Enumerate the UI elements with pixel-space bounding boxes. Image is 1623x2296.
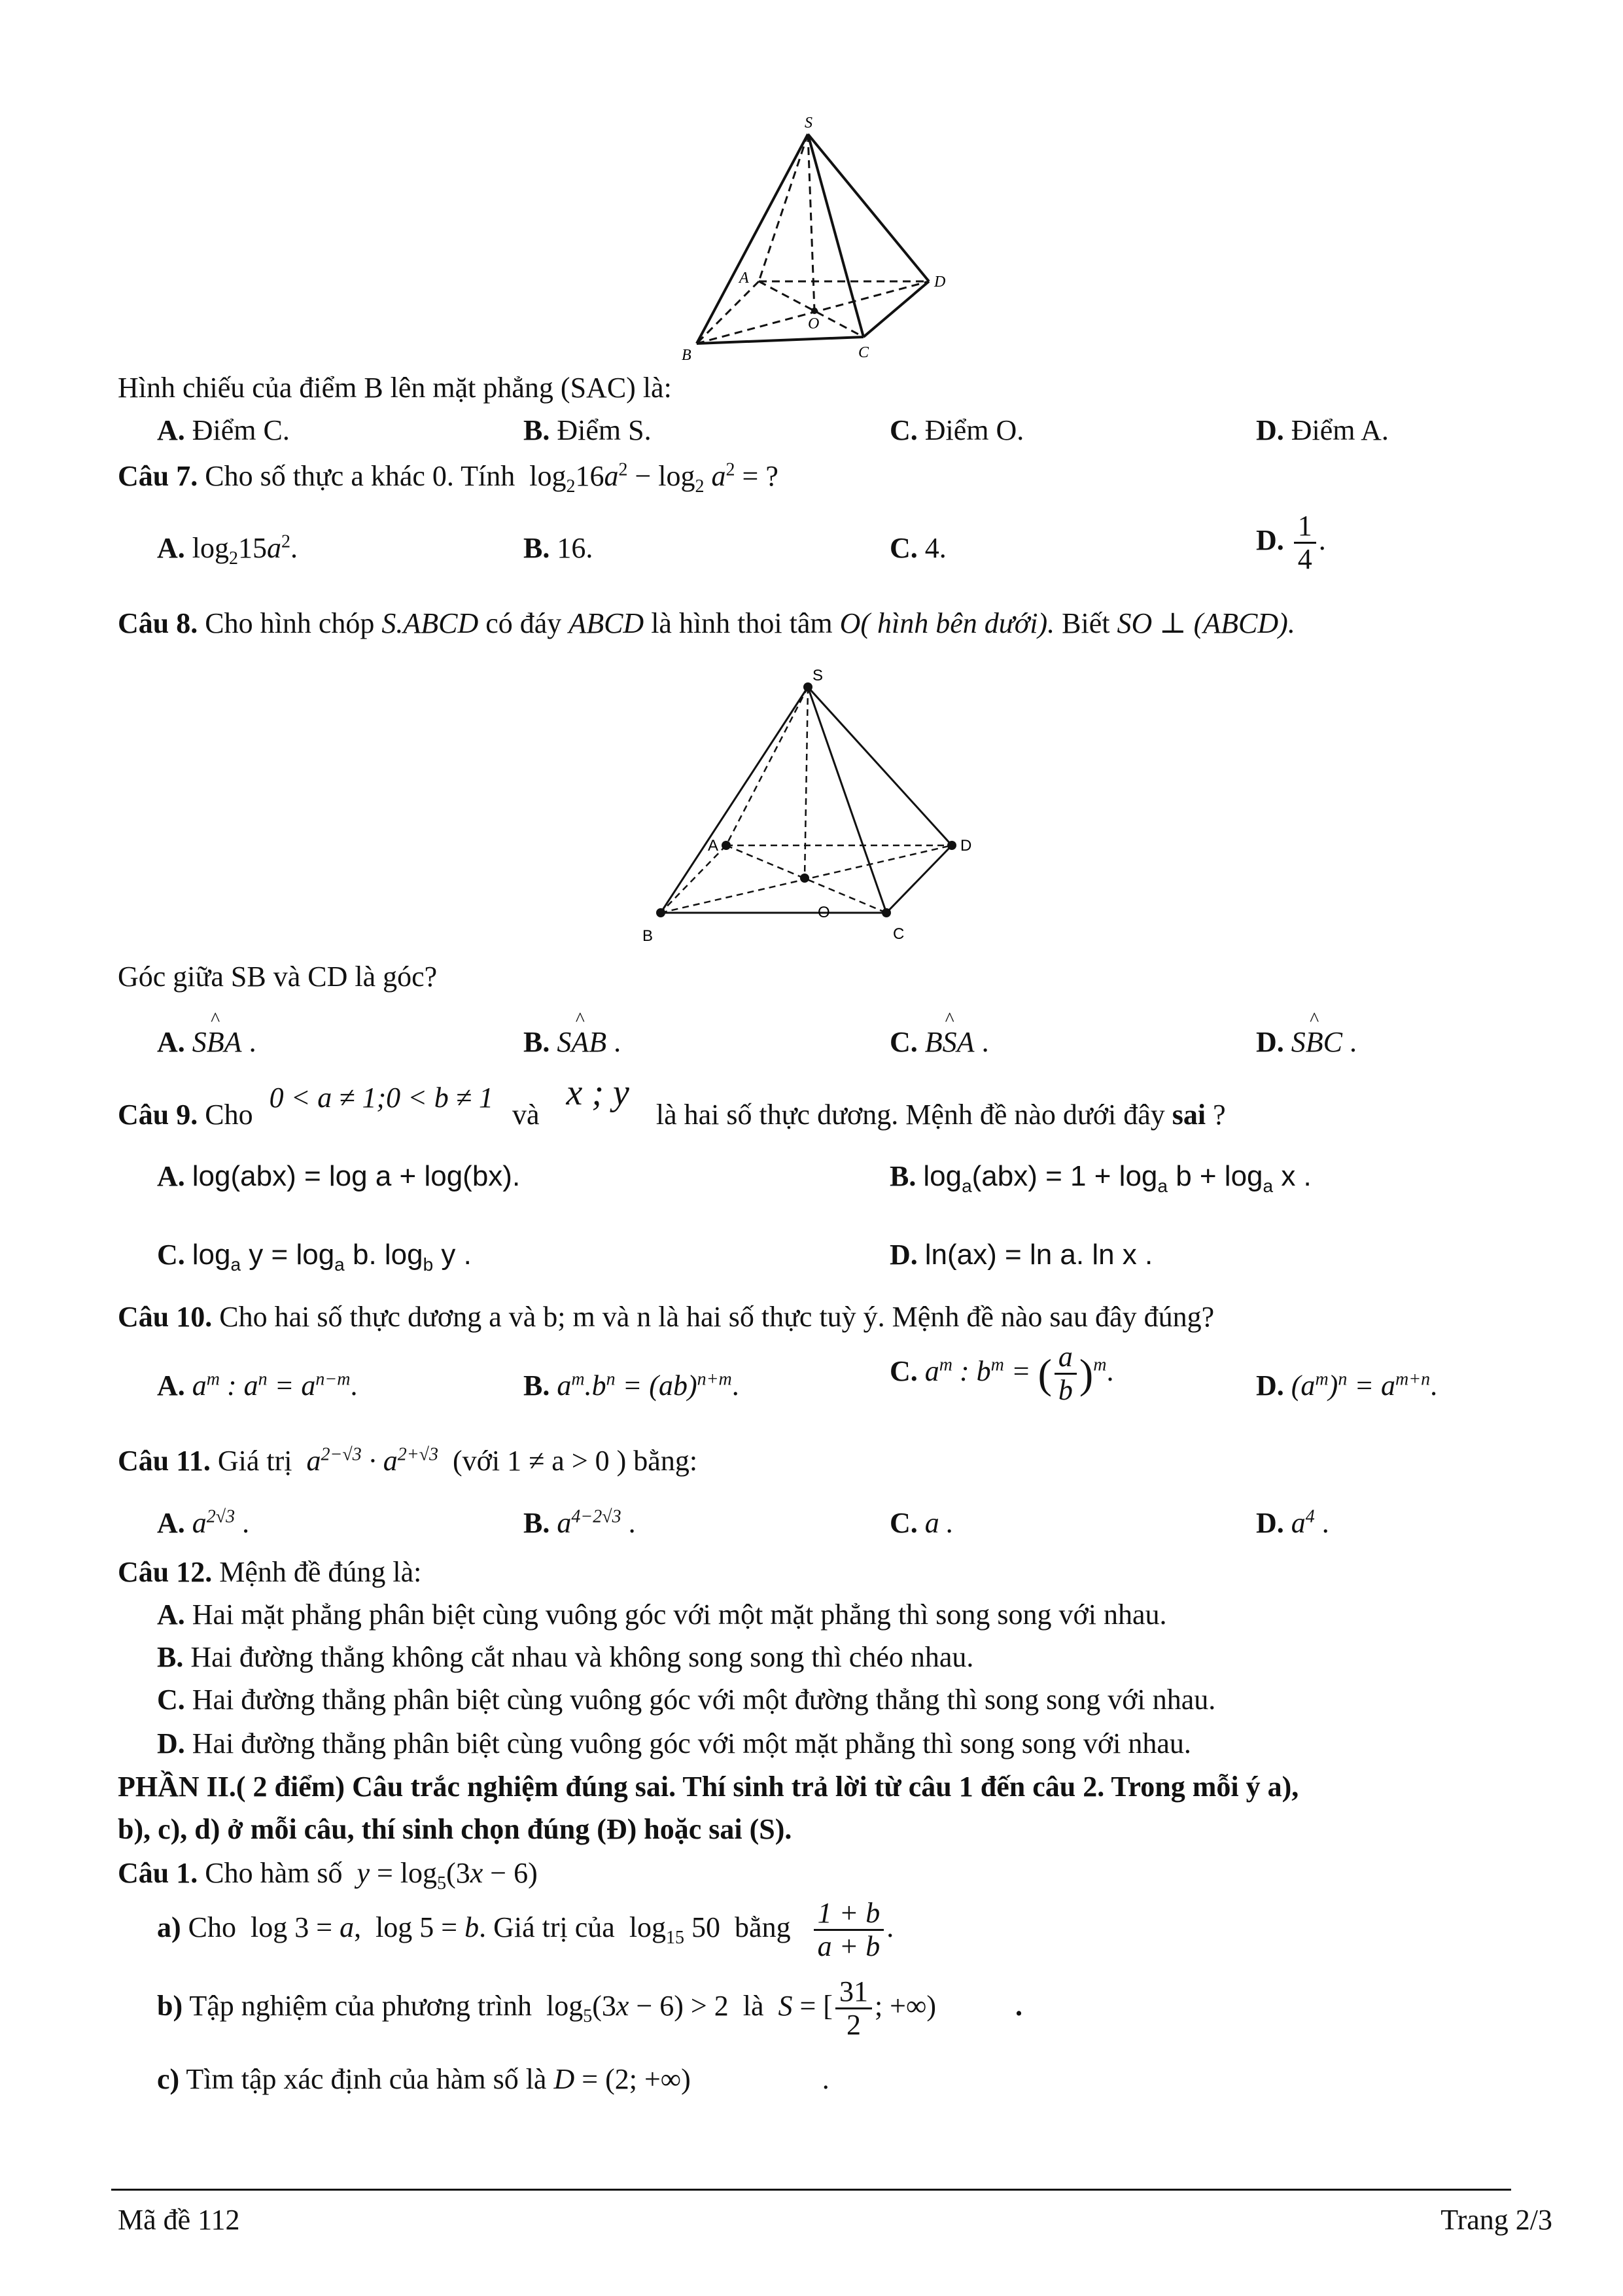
q7-option-c: C. 4.: [890, 532, 947, 564]
q12-option-a: A. Hai mặt phẳng phân biệt cùng vuông góc với một mặt phẳng thì song song với nhau.: [157, 1598, 1167, 1631]
q7-option-d: D. $\frac{1}{4}$ .: [1256, 510, 1326, 576]
q10-stem: Câu 10. Cho hai số thực dương a và b; m và n là hai số thực tuỳ ý. Mệnh đề nào sau đây đúng?: [118, 1301, 1215, 1333]
label-a-1: A: [739, 270, 749, 287]
q8-option-b: B. S^ AB .: [523, 1024, 621, 1060]
q8-option-d: D. S^ BC .: [1256, 1024, 1357, 1060]
q7-option-b: B. 16.: [523, 532, 593, 564]
label-c-1: C: [858, 344, 869, 361]
q6-text: Hình chiếu của điểm B lên mặt phẳng (SAC) là:: [118, 372, 672, 404]
q12-option-b: B. Hai đường thẳng không cắt nhau và không song song thì chéo nhau.: [157, 1641, 974, 1673]
label-d-1: D: [934, 274, 946, 291]
q6-option-c: C. Điểm O.: [890, 414, 1024, 446]
q9-stem: Câu 9. Cho 0 < a ≠ 1;0 < b ≠ 1 và x ; y là hai số thực dương. Mệnh đề nào dưới đây sai ?: [118, 1072, 1226, 1131]
q12-stem: Câu 12. Mệnh đề đúng là:: [118, 1556, 422, 1588]
p2q1-item-a: a) Cho log 3 = a, log 5 = b. Giá trị của $\log_{15} 50$ bằng $\frac{1 + b}{a + b}$ .: [157, 1897, 894, 1963]
q9-option-a: A. log(abx) = log a + log(bx).: [157, 1160, 521, 1192]
q9-option-d: D. ln(ax) = ln a. ln x .: [890, 1239, 1153, 1271]
q10-option-a: A. $a^m$ : $a^n = a^{n-m}$.: [157, 1369, 358, 1402]
p2q1-item-b: b) Tập nghiệm của phương trình $\log_5(3x - 6) > 2$ là S = [ $\frac{31}{2}$ ; +∞) .: [157, 1975, 1023, 2041]
q8-question: Góc giữa SB và CD là góc?: [118, 961, 438, 993]
q8-option-c: C. B^ SA .: [890, 1024, 989, 1060]
q11-option-d: D. $a^4$ .: [1256, 1506, 1329, 1539]
p2q1-item-c: c) Tìm tập xác định của hàm số là D = (2; +∞) .: [157, 2063, 829, 2095]
q6-option-a: A. Điểm C.: [157, 414, 290, 446]
q11-option-a: A. $a^{2√3}$ .: [157, 1506, 250, 1539]
q9-option-c: C. $\log_a y = \log_a b$. $\log_b y$ .: [157, 1239, 472, 1275]
label-a-2: A: [708, 837, 719, 855]
q8-stem: Câu 8. Cho hình chóp S.ABCD có đáy ABCD là hình thoi tâm O( hình bên dưới). Biết SO ⊥ (ABCD).: [118, 607, 1295, 639]
q10-option-b: B. $a^m.b^n = (ab)^{n+m}$.: [523, 1369, 739, 1402]
pyramid-figure-2: [628, 661, 994, 949]
q11-option-c: C. a .: [890, 1507, 954, 1539]
label-b-2: B: [642, 927, 654, 945]
q7-stem: Câu 7. Cho số thực a khác 0. Tính $\log_216a^2 - \log_2 a^2$ = ?: [118, 459, 778, 497]
footer-exam-code: Mã đề 112: [118, 2204, 240, 2236]
p2q1-stem: Câu 1. Cho hàm số $y = \log_5(3x - 6)$: [118, 1857, 538, 1894]
label-s-2: S: [812, 667, 824, 684]
q6-option-b: B. Điểm S.: [523, 414, 652, 446]
q7-option-a: A. $\log_215a^2$.: [157, 531, 298, 569]
q9-option-b: B. $\log_a(abx) = 1 + \log_a b + \log_a x$ .: [890, 1160, 1312, 1196]
label-s-1: S: [805, 115, 812, 132]
q12-option-c: C. Hai đường thẳng phân biệt cùng vuông góc với một đường thẳng thì song song với nhau.: [157, 1684, 1216, 1716]
label-d-2: D: [960, 837, 972, 855]
pyramid-figure-1: [667, 111, 968, 366]
q6-option-d: D. Điểm A.: [1256, 414, 1389, 446]
label-b-1: B: [682, 347, 691, 364]
q10-option-c: C. $a^m$ : $b^m$ = ( $\frac{a}{b}$ )$^m$.: [890, 1341, 1114, 1407]
q10-option-d: D. $(a^m)^n = a^{m+n}$.: [1256, 1369, 1438, 1402]
part2-heading-line2: b), c), d) ở mỗi câu, thí sinh chọn đúng (Đ) hoặc sai (S).: [118, 1813, 792, 1845]
label-o-1: O: [808, 315, 820, 332]
q11-stem: Câu 11. Giá trị $a^{2-√3} \cdot a^{2+√3}$ (với 1 ≠ a > 0 ) bằng:: [118, 1444, 698, 1477]
footer-divider: [111, 2189, 1511, 2191]
label-o-2: O: [818, 904, 830, 921]
q12-option-d: D. Hai đường thẳng phân biệt cùng vuông góc với một mặt phẳng thì song song với nhau.: [157, 1727, 1191, 1759]
part2-heading-line1: PHẦN II.( 2 điểm) Câu trắc nghiệm đúng sai. Thí sinh trả lời từ câu 1 đến câu 2. Trong mỗi ý a),: [118, 1771, 1299, 1803]
point-o-1: [811, 308, 818, 314]
q8-option-a: A. S^ BA .: [157, 1024, 256, 1060]
footer-page-number: Trang 2/3: [1440, 2204, 1552, 2236]
q11-option-b: B. $a^{4-2√3}$ .: [523, 1506, 636, 1539]
label-c-2: C: [893, 925, 905, 943]
